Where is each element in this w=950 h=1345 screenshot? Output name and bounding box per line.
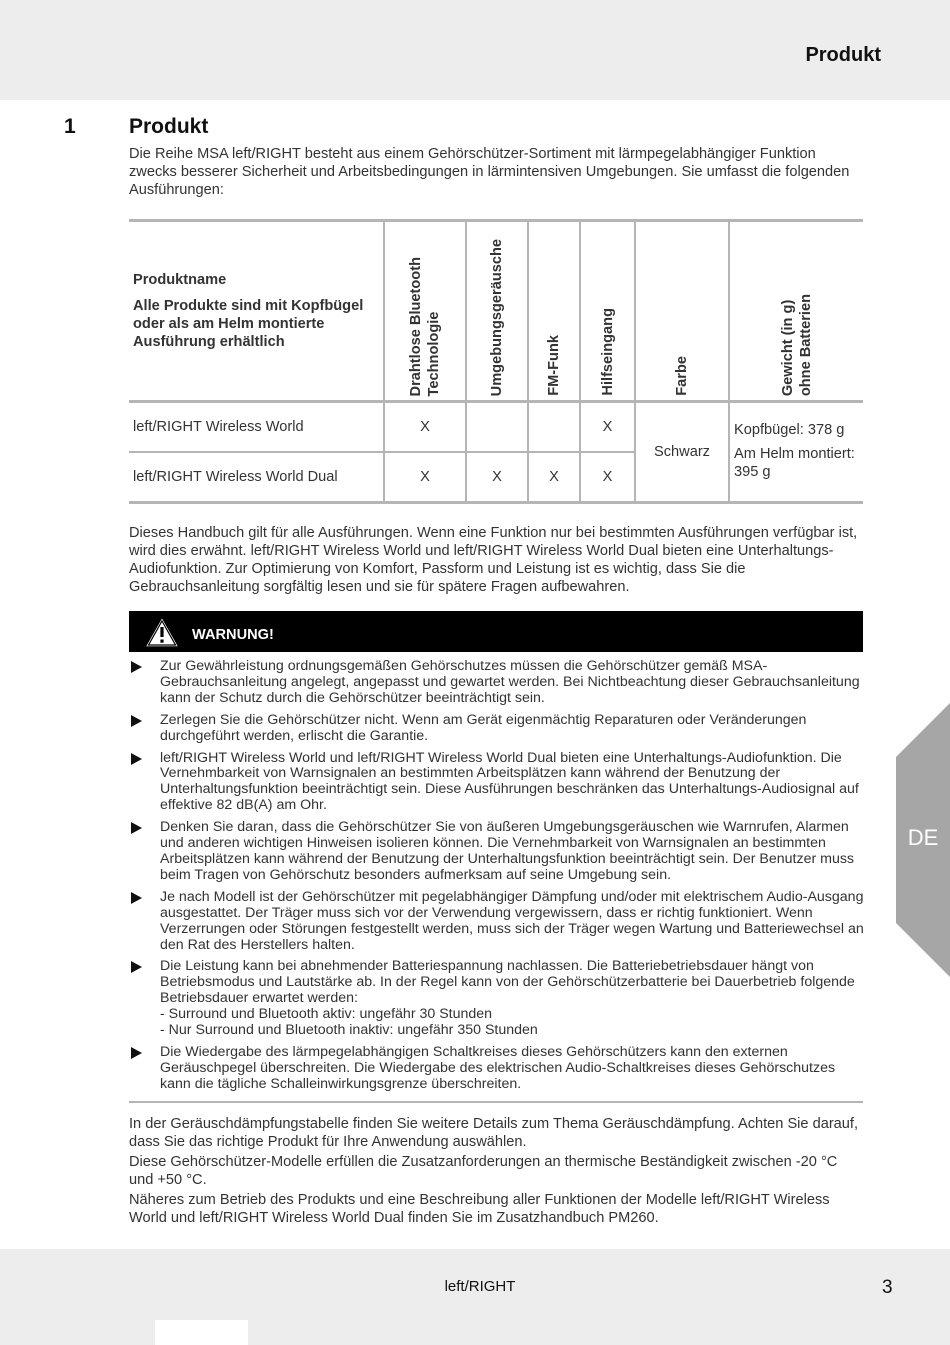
- header-title: Produkt: [805, 44, 881, 66]
- col-fm-label: FM-Funk: [546, 335, 562, 396]
- weight-helmet: Am Helm montiert: 395 g: [734, 446, 855, 480]
- col-aux-label: Hilfseingang: [599, 308, 616, 396]
- product-name-header: [129, 221, 384, 402]
- list-item: [129, 820, 864, 884]
- cell-color: Schwarz: [635, 402, 729, 503]
- list-item: [129, 751, 864, 815]
- cell-fm: [528, 402, 580, 453]
- list-item: [129, 1045, 864, 1093]
- product-table: [129, 219, 863, 504]
- warning-item-text: Zur Gewährleistung ordnungsgemäßen Gehörschutzes müssen die Gehörschützer gemäß MSA-Gebrauchsanleitung angelegt, angepasst und gewartet werden. Bei Nichtbeachtung dieser Gebrauchsanleitung kann der Schutz durch die Gehörschützer beeinträchtigt sein.: [160, 658, 860, 706]
- bullet-arrow-icon: [131, 661, 142, 673]
- cell-fm: X: [528, 452, 580, 503]
- footer-strip: [155, 1320, 248, 1345]
- cell-aux: X: [580, 452, 635, 503]
- bullet-arrow-icon: [131, 715, 142, 727]
- col-ambient: [466, 221, 528, 402]
- outro-paragraph-3: Näheres zum Betrieb des Produkts und eine Beschreibung aller Funktionen der Modelle left/RIGHT Wireless World und left/RIGHT Wireless World Dual finden Sie im Zusatzhandbuch PM260.: [129, 1192, 830, 1226]
- col-weight-label: Gewicht (in g) ohne Batterien: [779, 293, 814, 396]
- bullet-arrow-icon: [131, 753, 142, 765]
- cell-aux: X: [580, 402, 635, 453]
- bullet-arrow-icon: [131, 961, 142, 973]
- col-color-label: Farbe: [674, 356, 690, 396]
- row-product-name: left/RIGHT Wireless World: [133, 419, 304, 435]
- outro-paragraph-1: In der Geräuschdämpfungstabelle finden Sie weitere Details zum Thema Geräuschdämpfung. Achten Sie darauf, dass Sie das richtige Produkt für Ihre Anwendung auswählen.: [129, 1116, 859, 1150]
- table-row: [129, 402, 863, 453]
- list-item: [129, 659, 864, 707]
- page-number: 3: [882, 1277, 893, 1298]
- warning-banner: [129, 611, 863, 652]
- table-header-row: [129, 221, 863, 402]
- list-item: [129, 890, 864, 954]
- product-name-note: Alle Produkte sind mit Kopfbügel oder als am Helm montierte Ausführung erhältlich: [133, 298, 364, 350]
- intro-paragraph: Die Reihe MSA left/RIGHT besteht aus einem Gehörschützer-Sortiment mit lärmpegelabhängiger Funktion zwecks besserer Sicherheit und Arbeitsbedingungen in lärmintensiven Umgebungen. Sie umfasst die folgenden Ausführungen:: [129, 146, 850, 198]
- page-footer: [0, 1249, 950, 1345]
- product-name-label: Produktname: [133, 272, 227, 288]
- list-item: [129, 959, 864, 1039]
- weight-headband: Kopfbügel: 378 g: [734, 422, 845, 438]
- footer-product-name: left/RIGHT: [444, 1278, 516, 1295]
- row-product-name: left/RIGHT Wireless World Dual: [133, 469, 338, 485]
- warning-item-text: Die Leistung kann bei abnehmender Batteriespannung nachlassen. Die Batteriebetriebsdauer hängt von Betriebsmodus und Lautstärke ab. In der Regel kann von der Gehörschützerbatterie bei Dauerbetrieb folgende Betriebsdauer erwartet werden: - Surround und Bluetooth aktiv: ungefähr 30 Stunden - Nur Surround und Bluetooth inaktiv: ungefähr 350 Stunden: [160, 958, 855, 1039]
- col-bluetooth-label: Drahtlose Bluetooth Technologie: [408, 256, 442, 396]
- col-aux: [580, 221, 635, 402]
- warning-item-text: left/RIGHT Wireless World und left/RIGHT Wireless World Dual bieten eine Unterhaltungs-Audiofunktion. Die Vernehmbarkeit von Warnsignalen an bestimmten Arbeitsplätzen kann während der Benutzung der Unterhaltungsfunktion beeinträchtigt sein. Diese Ausführungen beschränken das Unterhaltungs-Audiosignal auf effektive 82 dB(A) am Ohr.: [160, 749, 859, 814]
- cell-weight: [729, 402, 863, 503]
- warning-label: WARNUNG!: [192, 627, 274, 643]
- col-fm: [528, 221, 580, 402]
- outro-paragraph-2: Diese Gehörschützer-Modelle erfüllen die Zusatzanforderungen an thermische Beständigkeit zwischen -20 °C und +50 °C.: [129, 1154, 838, 1188]
- bullet-arrow-icon: [131, 822, 142, 834]
- col-bluetooth: [384, 221, 466, 402]
- divider: [129, 1101, 863, 1103]
- cell-ambient: X: [466, 452, 528, 503]
- manual-note-paragraph: Dieses Handbuch gilt für alle Ausführungen. Wenn eine Funktion nur bei bestimmten Ausführungen verfügbar ist, wird dies erwähnt. left/RIGHT Wireless World und left/RIGHT Wireless World Dual bieten eine Unterhaltungs-Audiofunktion. Zur Optimierung von Komfort, Passform und Leistung ist es wichtig, dass Sie die Gebrauchsanleitung sorgfältig lesen und sie für spätere Fragen aufbewahren.: [129, 525, 858, 595]
- cell-bluetooth: X: [384, 402, 466, 453]
- list-item: [129, 713, 864, 745]
- bullet-arrow-icon: [131, 1047, 142, 1059]
- col-color: [635, 221, 729, 402]
- warning-item-text: Je nach Modell ist der Gehörschützer mit pegelabhängiger Dämpfung und/oder mit elektrischem Audio-Ausgang ausgestattet. Der Träger muss sich vor der Verwendung vergewissern, dass er richtig funktioniert. Wenn Verzerrungen oder Störungen festgestellt werden, muss sich der Träger wegen Wartung und Batteriewechsel an den Rat des Herstellers halten.: [160, 888, 864, 953]
- warning-item-text: Denken Sie daran, dass die Gehörschützer Sie von äußeren Umgebungsgeräuschen wie Warnrufen, Alarmen und anderen wichtigen Hinweisen isolieren können. Die Vernehmbarkeit von Warnsignalen an bestimmten Arbeitsplätzen kann während der Benutzung der Unterhaltungsfunktion beeinträchtigt sein. Der Benutzer muss beim Tragen von Gehörschutz besonders aufmerksam auf seine Umgebung sein.: [160, 819, 855, 883]
- bullet-arrow-icon: [131, 892, 142, 904]
- cell-ambient: [466, 402, 528, 453]
- col-weight: [729, 221, 863, 402]
- warning-item-text: Die Wiedergabe des lärmpegelabhängigen Schaltkreises dieses Gehörschützers kann den externen Geräuschpegel überschreiten. Die Wiedergabe des elektrischen Audio-Schaltkreises dieses Gehörschutzes kann die tägliche Schalleinwirkungsgrenze überschreiten.: [160, 1043, 836, 1092]
- col-ambient-label: Umgebungsgeräusche: [489, 238, 505, 396]
- language-tab-label: DE: [907, 825, 939, 850]
- section-title: Produkt: [129, 115, 209, 138]
- section-number: 1: [64, 115, 76, 138]
- warning-item-text: Zerlegen Sie die Gehörschützer nicht. Wenn am Gerät eigenmächtig Reparaturen oder Veränderungen durchgeführt werden, erlischt die Garantie.: [160, 711, 807, 744]
- warning-list: [129, 659, 864, 1099]
- warning-triangle-icon: [143, 615, 181, 649]
- cell-bluetooth: X: [384, 452, 466, 503]
